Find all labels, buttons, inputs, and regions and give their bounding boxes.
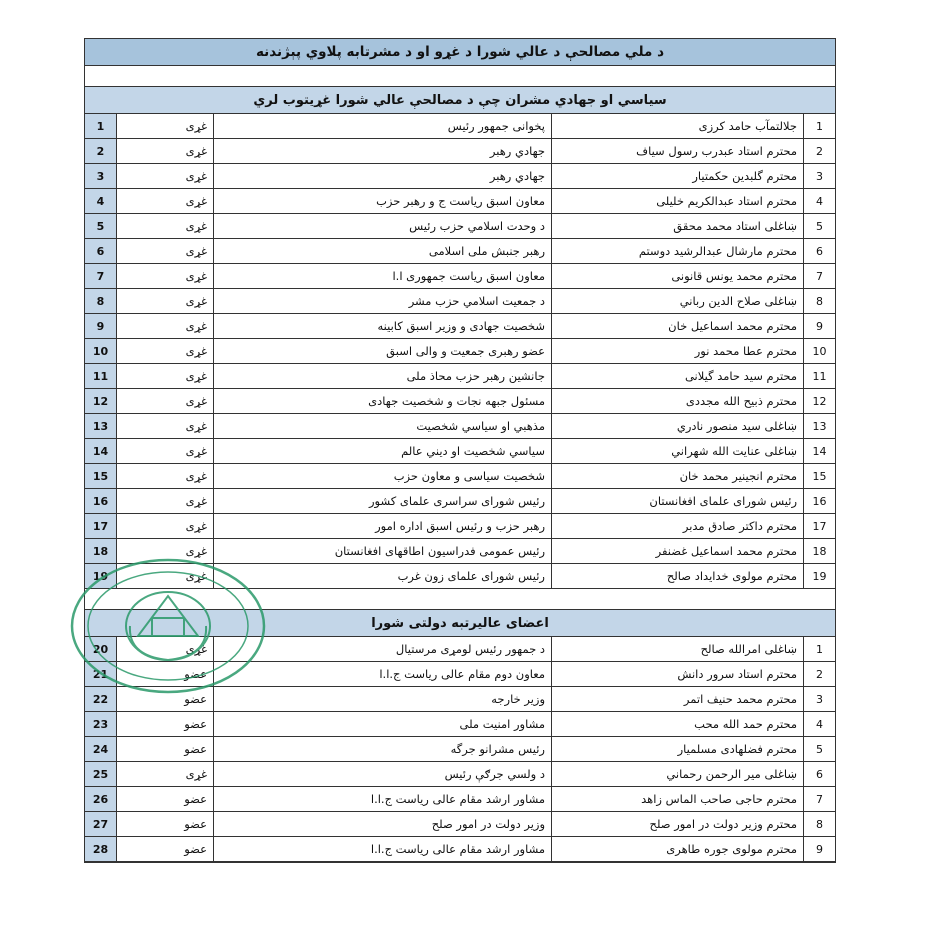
row-position-title: معاون اسبق رياست جمهوری ا.ا <box>214 264 552 289</box>
row-person-name: ښاغلی سید منصور نادري <box>552 414 804 439</box>
row-section-number: 4 <box>804 189 836 214</box>
table-row <box>85 662 835 687</box>
row-position-title: مذهبي او سياسي شخصيت <box>214 414 552 439</box>
row-position-title: مشاور ارشد مقام عالی رياست ج.ا.ا <box>214 787 552 812</box>
table-row <box>85 762 835 787</box>
row-position-title: رهبر حزب و رئیس اسبق اداره امور <box>214 514 552 539</box>
table-row <box>85 139 835 164</box>
row-position-title: رئيس مشرانو جرگه <box>214 737 552 762</box>
row-overall-number: 26 <box>85 787 117 812</box>
row-person-name: محترم محمد حنیف اتمر <box>552 687 804 712</box>
row-section-number: 1 <box>804 637 836 662</box>
row-overall-number: 5 <box>85 214 117 239</box>
row-membership-status: عضو <box>117 662 214 687</box>
row-section-number: 3 <box>804 687 836 712</box>
row-section-number: 6 <box>804 239 836 264</box>
table-row <box>85 114 835 139</box>
row-overall-number: 3 <box>85 164 117 189</box>
table-row <box>85 364 835 389</box>
row-person-name: ښاغلی استاد محمد محقق <box>552 214 804 239</box>
row-overall-number: 9 <box>85 314 117 339</box>
row-section-number: 7 <box>804 787 836 812</box>
row-overall-number: 10 <box>85 339 117 364</box>
members-table-officials <box>85 637 835 862</box>
row-person-name: محترم مولوی جوره طاهری <box>552 837 804 862</box>
row-position-title: مشاور ارشد مقام عالی رياست ج.ا.ا <box>214 837 552 862</box>
row-section-number: 5 <box>804 214 836 239</box>
row-person-name: محترم محمد اسماعیل غضنفر <box>552 539 804 564</box>
table-row <box>85 712 835 737</box>
row-section-number: 12 <box>804 389 836 414</box>
row-overall-number: 19 <box>85 564 117 589</box>
row-person-name: محترم عطا محمد نور <box>552 339 804 364</box>
row-membership-status: غړی <box>117 514 214 539</box>
row-membership-status: غړی <box>117 539 214 564</box>
row-person-name: ښاغلی عنایت الله شهراني <box>552 439 804 464</box>
row-section-number: 2 <box>804 139 836 164</box>
row-overall-number: 27 <box>85 812 117 837</box>
row-overall-number: 6 <box>85 239 117 264</box>
table-row <box>85 564 835 589</box>
row-section-number: 15 <box>804 464 836 489</box>
row-overall-number: 17 <box>85 514 117 539</box>
row-person-name: محترم فضلهادی مسلمیار <box>552 737 804 762</box>
row-position-title: عضو رهبری جمعیت و والی اسبق <box>214 339 552 364</box>
row-person-name: جلالتمآب حامد کرزی <box>552 114 804 139</box>
row-position-title: شخصیت جهادی و وزیر اسبق کابینه <box>214 314 552 339</box>
row-position-title: رئیس شورای سراسری علمای کشور <box>214 489 552 514</box>
row-person-name: محترم استاد عبدرب رسول سیاف <box>552 139 804 164</box>
row-section-number: 18 <box>804 539 836 564</box>
row-person-name: محترم محمد یونس قانونی <box>552 264 804 289</box>
row-membership-status: غړی <box>117 762 214 787</box>
row-section-number: 19 <box>804 564 836 589</box>
row-section-number: 17 <box>804 514 836 539</box>
row-overall-number: 28 <box>85 837 117 862</box>
row-membership-status: غړی <box>117 264 214 289</box>
row-position-title: رئیس شورای علمای زون غرب <box>214 564 552 589</box>
row-membership-status: غړی <box>117 164 214 189</box>
row-position-title: رئیس عمومی فدراسیون اطاقهای افغانستان <box>214 539 552 564</box>
row-section-number: 16 <box>804 489 836 514</box>
row-person-name: محترم داکتر صادق مدبر <box>552 514 804 539</box>
row-overall-number: 25 <box>85 762 117 787</box>
row-position-title: وزیر دولت در امور صلح <box>214 812 552 837</box>
row-membership-status: غړی <box>117 314 214 339</box>
row-membership-status: غړی <box>117 439 214 464</box>
section-heading-leaders: سياسي او جهادي مشران چې د مصالحې عالي شورا غړيتوب لري <box>85 87 835 114</box>
row-section-number: 3 <box>804 164 836 189</box>
row-membership-status: عضو <box>117 712 214 737</box>
row-membership-status: غړی <box>117 189 214 214</box>
row-overall-number: 13 <box>85 414 117 439</box>
table-row <box>85 214 835 239</box>
row-overall-number: 24 <box>85 737 117 762</box>
table-row <box>85 314 835 339</box>
table-row <box>85 637 835 662</box>
table-row <box>85 339 835 364</box>
row-section-number: 10 <box>804 339 836 364</box>
row-position-title: مشاور امنیت ملی <box>214 712 552 737</box>
row-section-number: 6 <box>804 762 836 787</box>
row-person-name: محترم حاجی صاحب الماس زاهد <box>552 787 804 812</box>
row-section-number: 13 <box>804 414 836 439</box>
row-position-title: شخصیت سیاسی و معاون حزب <box>214 464 552 489</box>
row-section-number: 7 <box>804 264 836 289</box>
row-membership-status: غړی <box>117 464 214 489</box>
row-section-number: 2 <box>804 662 836 687</box>
row-membership-status: غړی <box>117 214 214 239</box>
row-person-name: محترم وزیر دولت در امور صلح <box>552 812 804 837</box>
spacer-row <box>85 66 835 87</box>
row-position-title: رهبر جنبش ملی اسلامی <box>214 239 552 264</box>
table-row <box>85 464 835 489</box>
document-sheet <box>84 38 836 863</box>
row-section-number: 11 <box>804 364 836 389</box>
row-person-name: محترم مارشال عبدالرشید دوستم <box>552 239 804 264</box>
table-row <box>85 837 835 862</box>
row-position-title: جانشین رهبر حزب محاذ ملی <box>214 364 552 389</box>
row-position-title: د جمعیت اسلامي حزب مشر <box>214 289 552 314</box>
table-row <box>85 787 835 812</box>
row-membership-status: غړی <box>117 114 214 139</box>
row-overall-number: 22 <box>85 687 117 712</box>
row-overall-number: 4 <box>85 189 117 214</box>
row-person-name: ښاغلی صلاح الدین رباني <box>552 289 804 314</box>
row-position-title: جهادي رهبر <box>214 164 552 189</box>
row-overall-number: 2 <box>85 139 117 164</box>
row-position-title: وزير خارجه <box>214 687 552 712</box>
row-section-number: 5 <box>804 737 836 762</box>
row-section-number: 4 <box>804 712 836 737</box>
row-membership-status: غړی <box>117 339 214 364</box>
table-row <box>85 164 835 189</box>
row-membership-status: غړی <box>117 414 214 439</box>
row-section-number: 1 <box>804 114 836 139</box>
row-overall-number: 23 <box>85 712 117 737</box>
row-membership-status: غړی <box>117 364 214 389</box>
table-row <box>85 289 835 314</box>
row-membership-status: غړی <box>117 489 214 514</box>
row-overall-number: 16 <box>85 489 117 514</box>
row-membership-status: غړی <box>117 637 214 662</box>
table-row <box>85 539 835 564</box>
row-position-title: د ولسي جرګې رئیس <box>214 762 552 787</box>
row-person-name: محترم محمد اسماعیل خان <box>552 314 804 339</box>
row-overall-number: 20 <box>85 637 117 662</box>
row-person-name: رئیس شورای علمای افغانستان <box>552 489 804 514</box>
table-row <box>85 687 835 712</box>
row-overall-number: 1 <box>85 114 117 139</box>
members-table-leaders <box>85 114 835 589</box>
row-section-number: 8 <box>804 812 836 837</box>
row-overall-number: 8 <box>85 289 117 314</box>
row-membership-status: عضو <box>117 737 214 762</box>
row-membership-status: غړی <box>117 239 214 264</box>
row-section-number: 9 <box>804 837 836 862</box>
table-row <box>85 264 835 289</box>
table-row <box>85 389 835 414</box>
row-position-title: جهادي رهبر <box>214 139 552 164</box>
row-membership-status: غړی <box>117 389 214 414</box>
row-position-title: د وحدت اسلامي حزب رئيس <box>214 214 552 239</box>
table-row <box>85 414 835 439</box>
row-section-number: 8 <box>804 289 836 314</box>
table-row <box>85 489 835 514</box>
row-membership-status: غړی <box>117 564 214 589</box>
row-membership-status: غړی <box>117 289 214 314</box>
row-overall-number: 7 <box>85 264 117 289</box>
row-membership-status: عضو <box>117 837 214 862</box>
row-person-name: محترم استاد سرور دانش <box>552 662 804 687</box>
table-row <box>85 239 835 264</box>
row-membership-status: عضو <box>117 787 214 812</box>
row-person-name: ښاغلی میر الرحمن رحماني <box>552 762 804 787</box>
row-position-title: مسئول جبهه نجات و شخصیت جهادی <box>214 389 552 414</box>
row-overall-number: 21 <box>85 662 117 687</box>
row-person-name: ښاغلی امرالله صالح <box>552 637 804 662</box>
row-person-name: محترم انجینیر محمد خان <box>552 464 804 489</box>
document-title: د ملي مصالحې د عالي شورا د غړو او د مشرتابه پلاوي پېژندنه <box>85 39 835 66</box>
row-overall-number: 18 <box>85 539 117 564</box>
table-row <box>85 189 835 214</box>
row-person-name: محترم ذبیح الله مجددی <box>552 389 804 414</box>
section-heading-officials: اعضای عالیرتبه دولتی شورا <box>85 610 835 637</box>
row-person-name: محترم مولوی خدایداد صالح <box>552 564 804 589</box>
spacer-row <box>85 589 835 610</box>
row-position-title: معاون اسبق رياست ج و رهبر حزب <box>214 189 552 214</box>
table-row <box>85 812 835 837</box>
row-overall-number: 15 <box>85 464 117 489</box>
table-row <box>85 439 835 464</box>
row-person-name: محترم استاد عبدالکریم خلیلی <box>552 189 804 214</box>
table-row <box>85 514 835 539</box>
row-position-title: د جمهور رئیس لومړی مرستیال <box>214 637 552 662</box>
row-position-title: سیاسي شخصیت او دیني عالم <box>214 439 552 464</box>
table-row <box>85 737 835 762</box>
row-person-name: محترم گلبدین حکمتیار <box>552 164 804 189</box>
row-person-name: محترم سید حامد گیلانی <box>552 364 804 389</box>
row-section-number: 14 <box>804 439 836 464</box>
row-overall-number: 12 <box>85 389 117 414</box>
row-section-number: 9 <box>804 314 836 339</box>
row-overall-number: 11 <box>85 364 117 389</box>
row-membership-status: غړی <box>117 139 214 164</box>
row-position-title: پخوانی جمهور رئیس <box>214 114 552 139</box>
row-position-title: معاون دوم مقام عالی رياست ج.ا.ا <box>214 662 552 687</box>
row-overall-number: 14 <box>85 439 117 464</box>
row-membership-status: عضو <box>117 812 214 837</box>
row-person-name: محترم حمد الله محب <box>552 712 804 737</box>
row-membership-status: عضو <box>117 687 214 712</box>
